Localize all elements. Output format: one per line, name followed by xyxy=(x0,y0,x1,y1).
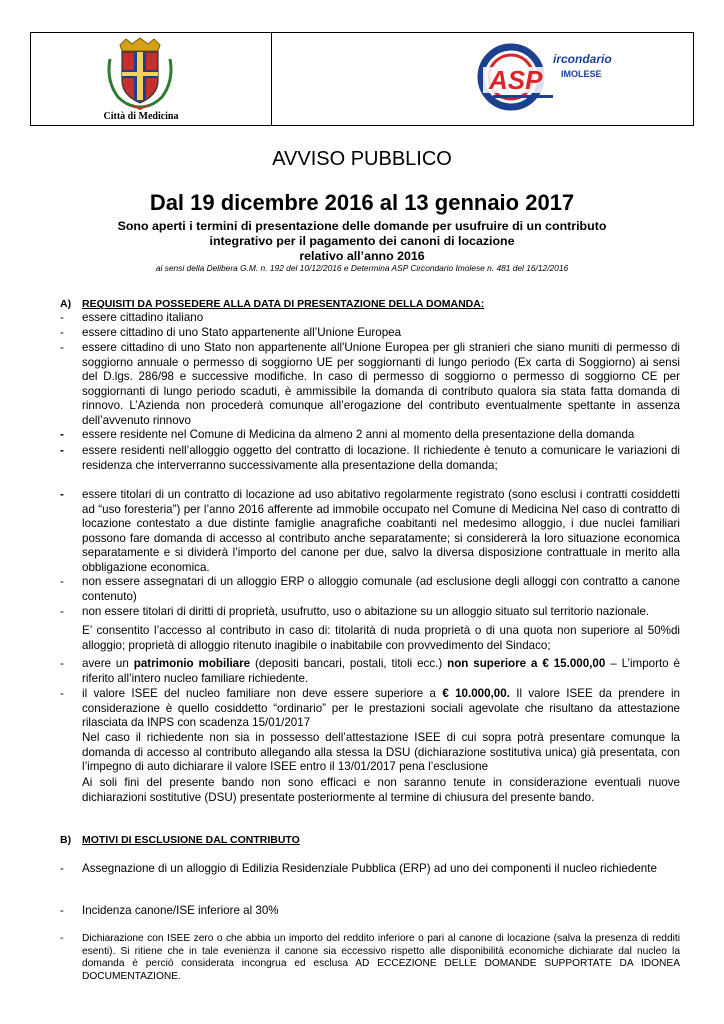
header-box xyxy=(30,32,694,126)
asp-logo-main: ASP xyxy=(489,65,543,95)
dsu-paragraph: Nel caso il richiedente non sia in possesso dell’attestazione ISEE di cui sopra potrà presentare comunque la domanda di accesso al contributo allegando alla stessa la DSU (dichiarazione sostitutiva unica) già presentata, con l’impegno di auto dichiarare il valore ISEE entro il 13/01/2017 pena l’esclusione xyxy=(82,731,680,773)
list-item-text: Dichiarazione con ISEE zero o che abbia un importo del reddito inferiore o pari al canone di locazione (salva la presenza di redditi esenti). Si ritiene che in tale evenienza il canone sia eccessivo rispetto alle disponibilità economiche dichiarate dal nucleo la domanda è perciò considerata incongrua ed esclusa AD ECCEZIONE DELLE DOMANDE SUPPORTATE DA IDONEA DOCUMENTAZIONE. xyxy=(82,933,680,982)
asp-circondario-logo xyxy=(469,41,629,111)
list-item: - Assegnazione di un alloggio di Edilizia Residenziale Pubblica (ERP) ad uno dei componenti il nucleo richiedente xyxy=(60,862,680,877)
section-b-title: MOTIVI DI ESCLUSIONE DAL CONTRIBUTO xyxy=(82,834,300,846)
section-b-label: B) xyxy=(60,834,72,846)
subtitle-line-3: relativo all’anno 2016 xyxy=(299,249,425,263)
asp-logo-side-1: ircondario xyxy=(553,52,612,66)
list-item-text: essere residente nel Comune di Medicina da almeno 2 anni al momento della presentazione della domanda xyxy=(82,428,635,441)
list-item: - avere un patrimonio mobiliare (depositi bancari, postali, titoli ecc.) non superiore a € 15.000,00 – L’importo è riferito all’intero nucleo familiare richiedente. xyxy=(60,657,680,685)
subtitle-line-1: Sono aperti i termini di presentazione delle domande per usufruire di un contributo xyxy=(117,219,607,233)
notice-title: AVVISO PUBBLICO xyxy=(272,148,452,170)
isee-text: il valore ISEE del nucleo familiare non deve essere superiore a € 10.000,00. Il valore ISEE da prendere in considerazione è quello cosiddetto “ordinario” per le prestazioni sociali agevolate che risultano da attestazione rilasciata da INPS con scadenza 15/01/2017 xyxy=(82,687,681,729)
list-item-text: essere residenti nell’alloggio oggetto del contratto di locazione. Il richiedente è tenuto a comunicare le variazioni di residenza che interverranno successivamente alla presentazione della domanda; xyxy=(82,444,680,472)
list-item: - essere cittadino di uno Stato non appartenente all'Unione Europea per gli stranieri che siano muniti di permesso di soggiorno annuale o permesso di soggiorno UE per soggiornanti di lungo periodo (Ex carta di Soggiorno) ai sensi del D.lgs. 286/98 e successive modifiche. In caso di permesso di soggiorno o permesso di soggiorno CE per soggiornanti di lungo periodo scaduti, è ammissibile la domanda di contributo qualora sia stata fatta domanda di rinnovo. L’Azienda non procederà comunque all’erogazione del contributo eventualmente spettante in assenza dell’avvenuto rinnovo xyxy=(60,341,680,427)
header-divider xyxy=(271,33,272,125)
list-item-text: essere cittadino di uno Stato appartenente all’Unione Europea xyxy=(82,326,402,339)
list-item: - essere residente nel Comune di Medicina da almeno 2 anni al momento della presentazione della domanda xyxy=(60,428,680,443)
section-a-title: REQUISITI DA POSSEDERE ALLA DATA DI PRESENTAZIONE DELLA DOMANDA: xyxy=(82,298,485,310)
legal-reference: ai sensi della Delibera G.M. n. 192 del 10/12/2016 e Determina ASP Circondario Imolese n. 481 del 16/12/2016 xyxy=(155,263,569,273)
list-item-text: essere cittadino italiano xyxy=(82,311,204,324)
list-item-text: essere titolari di un contratto di locazione ad uso abitativo regolarmente registrato (sono esclusi i contratti cosiddetti ad “uso foresteria”) per l’anno 2016 afferente ad immobile occupato nel Comune di Medicina Nel caso di contratto di locazione contestato a due distinte famiglie anagrafiche coabitanti nel medesimo alloggio, i due nuclei familiari possono fare domanda di accesso al contributo anche separatamente; si considererà la loro situazione economica separatamente e si dividerà l’importo del canone per due, salvo la diversa disposizione contrattuale in merito alla obbligazione economica. xyxy=(82,488,680,574)
list-item: - essere cittadino di uno Stato appartenente all’Unione Europea xyxy=(60,326,680,341)
list-item: - Incidenza canone/ISE inferiore al 30% xyxy=(60,904,680,919)
city-name: Città di Medicina xyxy=(103,111,179,122)
list-item-text: non essere titolari di diritti di proprietà, usufrutto, uso o abitazione su un alloggio situato sul territorio nazionale. xyxy=(82,605,650,618)
asp-logo-side-2: IMOLESE xyxy=(561,69,602,79)
list-item: - non essere titolari di diritti di proprietà, usufrutto, uso o abitazione su un alloggio situato sul territorio nazionale. xyxy=(60,605,680,620)
list-item-text: essere cittadino di uno Stato non appartenente all'Unione Europea per gli stranieri che siano muniti di permesso di soggiorno annuale o permesso di soggiorno UE per soggiornanti di lungo periodo (Ex carta di Soggiorno) ai sensi del D.lgs. 286/98 e successive modifiche. In caso di permesso di soggiorno o permesso di soggiorno CE per soggiornanti di lungo periodo scaduti, è ammissibile la domanda di contributo qualora sia stata fatta domanda di rinnovo. L’Azienda non procederà comunque all’erogazione del contributo eventualmente spettante in assenza dell’avvenuto rinnovo xyxy=(82,341,680,427)
list-item: - essere residenti nell’alloggio oggetto del contratto di locazione. Il richiedente è tenuto a comunicare le variazioni di residenza che interverranno successivamente alla presentazione della domanda; xyxy=(60,444,680,472)
list-item: - il valore ISEE del nucleo familiare non deve essere superiore a € 10.000,00. Il valore ISEE da prendere in considerazione è quello cosiddetto “ordinario” per le prestazioni sociali agevolate che risultano da attestazione rilasciata da INPS con scadenza 15/01/2017 xyxy=(60,687,681,729)
list-item: - Dichiarazione con ISEE zero o che abbia un importo del reddito inferiore o pari al canone di locazione (salva la presenza di redditi esenti). Si ritiene che in tale evenienza il canone sia eccessivo rispetto alle disponibilità economiche dichiarate dal nucleo la domanda è perciò considerata incongrua ed esclusa AD ECCEZIONE DELLE DOMANDE SUPPORTATE DA IDONEA DOCUMENTAZIONE. xyxy=(60,933,680,982)
dsu-validity-paragraph: Ai soli fini del presente bando non sono efficaci e non saranno tenute in considerazione eventuali nuove dichiarazioni sostitutive (DSU) presentate posteriormente al termine di chiusura del presente bando. xyxy=(82,776,680,804)
section-a-heading xyxy=(60,298,484,310)
list-item: - essere titolari di un contratto di locazione ad uso abitativo regolarmente registrato (sono esclusi i contratti cosiddetti ad “uso foresteria”) per l’anno 2016 afferente ad immobile occupato nel Comune di Medicina Nel caso di contratto di locazione contestato a due distinte famiglie anagrafiche coabitanti nel medesimo alloggio, i due nuclei familiari possono fare domanda di accesso al contributo anche separatamente; si considererà la loro situazione economica separatamente e si dividerà l’importo del canone per due, salvo la diversa disposizione contrattuale in merito alla obbligazione economica. xyxy=(60,488,680,574)
notice-dates: Dal 19 dicembre 2016 al 13 gennaio 2017 xyxy=(149,190,575,215)
ownership-exception-paragraph: E’ consentito l’accesso al contributo in caso di: titolarità di nuda proprietà o di una quota non superiore al 50%di alloggio; proprietà di alloggio ritenuto inagibile o inabitabile con provvedimento del Sindaco; xyxy=(82,624,680,652)
list-item: - essere cittadino italiano xyxy=(60,311,680,326)
list-item-text: Incidenza canone/ISE inferiore al 30% xyxy=(82,904,279,917)
patrimonio-text: avere un patrimonio mobiliare (depositi bancari, postali, titoli ecc.) non superiore a € 15.000,00 – L’importo è riferito all’intero nucleo familiare richiedente. xyxy=(82,657,680,685)
section-a-label: A) xyxy=(60,298,72,310)
subtitle-line-2: integrativo per il pagamento dei canoni di locazione xyxy=(209,234,515,248)
city-crest-logo xyxy=(104,37,176,111)
section-b-heading xyxy=(60,834,300,846)
list-item-text: Assegnazione di un alloggio di Edilizia Residenziale Pubblica (ERP) ad uno dei componenti il nucleo richiedente xyxy=(82,862,657,875)
list-item-text: non essere assegnatari di un alloggio ERP o alloggio comunale (ad esclusione degli alloggi con contratto a canone contenuto) xyxy=(82,575,680,603)
list-item: - non essere assegnatari di un alloggio ERP o alloggio comunale (ad esclusione degli alloggi con contratto a canone contenuto) xyxy=(60,575,680,603)
